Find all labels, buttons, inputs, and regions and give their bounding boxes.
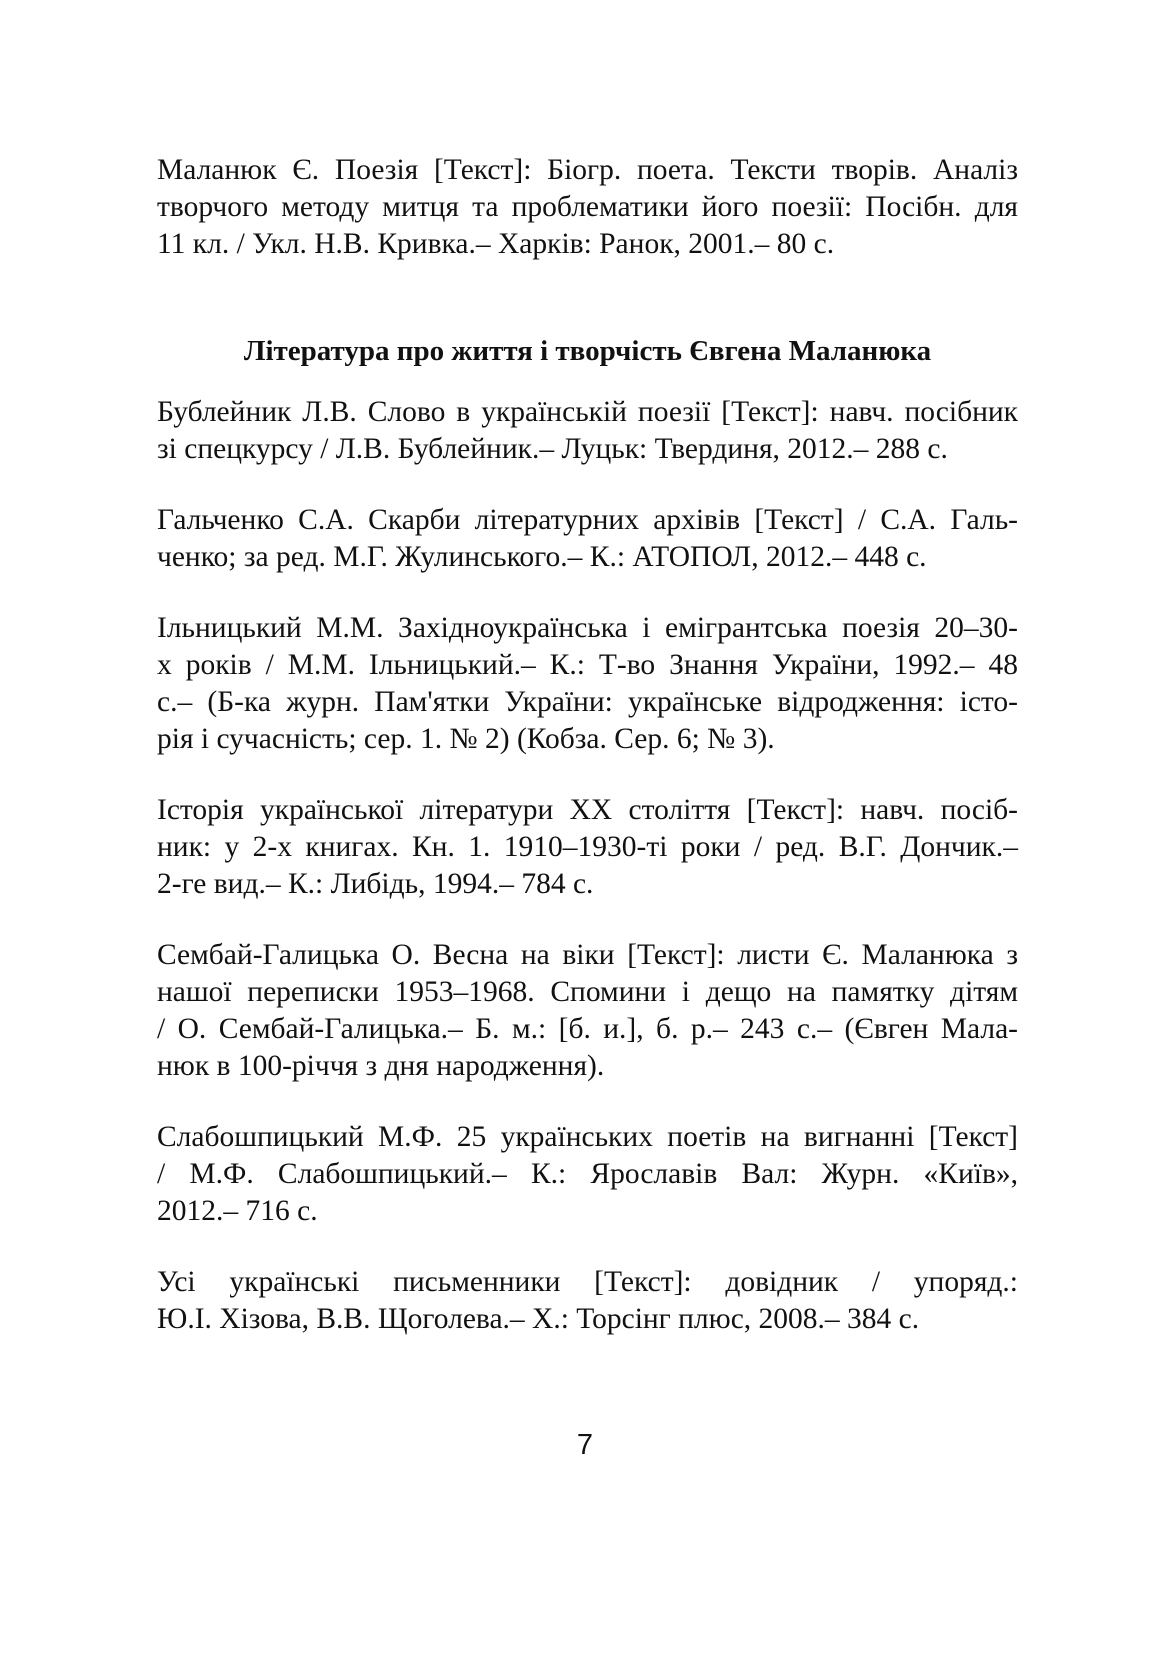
entry-line: / О. Сембай-Галицька.– Б. м.: [б. и.], б. р.– 243 с.– (Євген Мала- <box>157 1013 1018 1045</box>
document-page <box>157 152 1018 1338</box>
entry-line: Ю.І. Хізова, В.В. Щоголева.– Х.: Торсінг плюс, 2008.– 384 с. <box>157 1303 920 1335</box>
entry-line: зі спецкурсу / Л.В. Бублейник.– Луцьк: Твердиня, 2012.– 288 с. <box>157 433 948 465</box>
entry-line: Маланюк Є. Поезія [Текст]: Біогр. поета. Тексти творів. Аналіз <box>157 154 1018 186</box>
entry-line: 11 кл. / Укл. Н.В. Кривка.– Харків: Ранок, 2001.– 80 с. <box>157 228 835 260</box>
entry-line: 2-ге вид.– К.: Либідь, 1994.– 784 с. <box>157 868 594 900</box>
bibliography-entry-sembai-halytska <box>157 937 1018 1085</box>
bibliography-entry-malaniuk-poetry <box>157 152 1018 263</box>
entry-line: Сембай-Галицька О. Весна на віки [Текст]: листи Є. Маланюка з <box>157 939 1018 971</box>
bibliography-entry-bubleinyk <box>157 394 1018 468</box>
bibliography-entry-ilnytskyi <box>157 610 1018 758</box>
entry-line: ченко; за ред. М.Г. Жулинського.– К.: АТОПОЛ, 2012.– 448 с. <box>157 541 927 573</box>
bibliography-entry-halchenko <box>157 502 1018 576</box>
entry-line: / М.Ф. Слабошпицький.– К.: Ярославів Вал: Журн. «Київ», <box>157 1158 1018 1190</box>
entry-line: нашої переписки 1953–1968. Спомини і дещо на памятку дітям <box>157 976 1018 1008</box>
section-heading: Література про життя і творчість Євгена Маланюка <box>243 335 932 367</box>
entry-line: Ільницький М.М. Західноукраїнська і емігрантська поезія 20–30- <box>157 612 1018 644</box>
entry-line: Історія української літератури XX століття [Текст]: навч. посіб- <box>157 794 1018 826</box>
page-number: 7 <box>576 1429 594 1461</box>
entry-line: Гальченко С.А. Скарби літературних архівів [Текст] / С.А. Галь- <box>157 504 1018 536</box>
entry-line: Усі українські письменники [Текст]: довідник / упоряд.: <box>157 1266 1018 1298</box>
entry-line: творчого методу митця та проблематики його поезії: Посібн. для <box>157 191 1018 223</box>
entry-line: Бублейник Л.В. Слово в українській поезії [Текст]: навч. посібник <box>157 396 1018 428</box>
entry-line: Слабошпицький М.Ф. 25 українських поетів на вигнанні [Текст] <box>157 1121 1018 1153</box>
entry-line: х років / М.М. Ільницький.– К.: Т-во Знання України, 1992.– 48 <box>157 649 1018 681</box>
entry-line: рія і сучасність; сер. 1. № 2) (Кобза. Сер. 6; № 3). <box>157 723 775 755</box>
entry-line: с.– (Б-ка журн. Пам'ятки України: українське відродження: істо- <box>157 686 1018 718</box>
entry-line: ник: у 2-х книгах. Кн. 1. 1910–1930-ті роки / ред. В.Г. Дончик.– <box>157 831 1018 863</box>
bibliography-entry-history-literature <box>157 792 1018 903</box>
bibliography-entry-all-writers <box>157 1264 1018 1338</box>
entry-line: нюк в 100-річчя з дня народження). <box>157 1050 605 1082</box>
bibliography-entry-slaboshpytskyi <box>157 1119 1018 1230</box>
entry-line: 2012.– 716 с. <box>157 1195 318 1227</box>
